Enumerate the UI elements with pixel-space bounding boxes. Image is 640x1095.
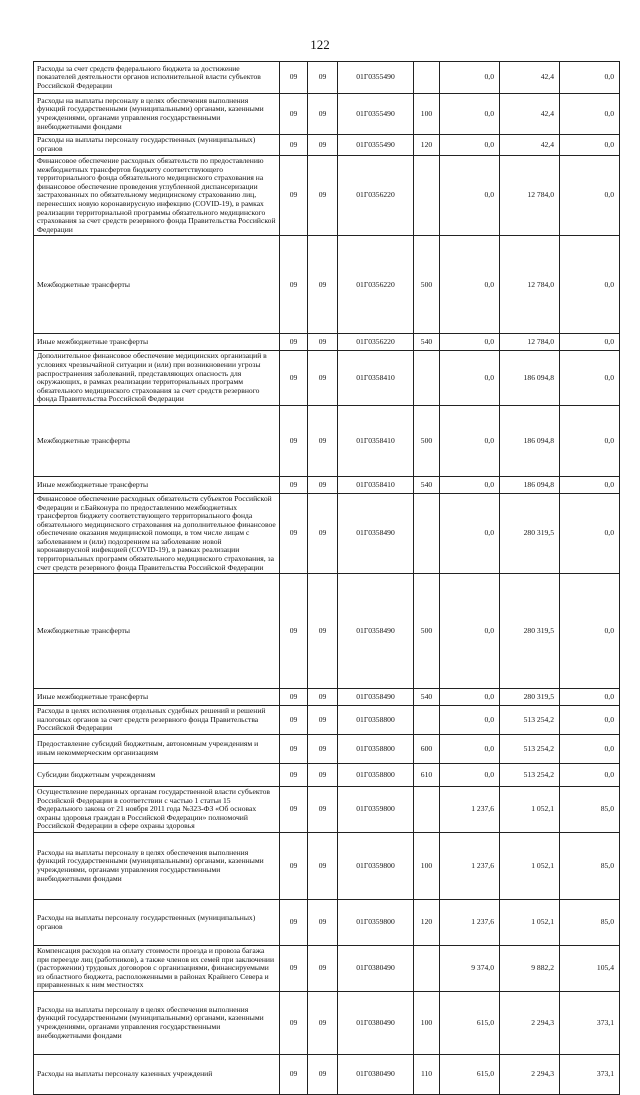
row-name: Иные межбюджетные трансферты [34,689,280,706]
amount-executed: 513 254,2 [500,735,560,764]
table-row [34,787,620,833]
row-name: Межбюджетные трансферты [34,405,280,476]
subsection-code: 09 [308,706,338,735]
expense-type-code [414,156,440,236]
amount-executed: 186 094,8 [500,476,560,493]
amount-executed: 1 052,1 [500,787,560,833]
row-name: Расходы за счет средств федерального бюджета за достижение показателей деятельности органов исполнительной власти субъектов Российской Федерации [34,62,280,94]
target-article-code: 01Г0358800 [338,735,414,764]
amount-executed: 1 052,1 [500,900,560,946]
subsection-code: 09 [308,735,338,764]
subsection-code: 09 [308,764,338,787]
table-row [34,574,620,689]
row-name: Иные межбюджетные трансферты [34,476,280,493]
subsection-code: 09 [308,476,338,493]
target-article-code: 01Г0359800 [338,833,414,900]
expense-type-code: 610 [414,764,440,787]
amount-planned: 1 237,6 [440,900,500,946]
amount-planned: 1 237,6 [440,787,500,833]
percent-executed: 85,0 [560,833,620,900]
expense-type-code: 500 [414,236,440,334]
subsection-code: 09 [308,405,338,476]
subsection-code: 09 [308,236,338,334]
percent-executed: 0,0 [560,493,620,573]
amount-planned: 0,0 [440,405,500,476]
expense-type-code [414,62,440,94]
subsection-code: 09 [308,900,338,946]
subsection-code: 09 [308,334,338,351]
row-name: Иные межбюджетные трансферты [34,334,280,351]
amount-executed: 280 319,5 [500,493,560,573]
percent-executed: 105,4 [560,946,620,992]
amount-planned: 0,0 [440,574,500,689]
amount-planned: 0,0 [440,764,500,787]
expense-type-code: 540 [414,689,440,706]
amount-planned: 9 374,0 [440,946,500,992]
amount-executed: 2 294,3 [500,1054,560,1094]
percent-executed: 0,0 [560,236,620,334]
target-article-code: 01Г0356220 [338,156,414,236]
amount-executed: 513 254,2 [500,706,560,735]
expense-type-code: 540 [414,476,440,493]
target-article-code: 01Г0359800 [338,900,414,946]
table-row [34,689,620,706]
section-code: 09 [280,405,308,476]
amount-planned: 615,0 [440,991,500,1054]
amount-executed: 280 319,5 [500,689,560,706]
amount-executed: 513 254,2 [500,764,560,787]
target-article-code: 01Г0355490 [338,62,414,94]
section-code: 09 [280,1054,308,1094]
expense-type-code: 540 [414,334,440,351]
table-row [34,764,620,787]
amount-planned: 0,0 [440,156,500,236]
table-row [34,236,620,334]
subsection-code: 09 [308,493,338,573]
section-code: 09 [280,351,308,406]
target-article-code: 01Г0355490 [338,135,414,156]
amount-planned: 0,0 [440,334,500,351]
subsection-code: 09 [308,833,338,900]
section-code: 09 [280,833,308,900]
section-code: 09 [280,476,308,493]
section-code: 09 [280,946,308,992]
row-name: Субсидии бюджетным учреждениям [34,764,280,787]
target-article-code: 01Г0358800 [338,764,414,787]
amount-planned: 0,0 [440,476,500,493]
table-row [34,62,620,94]
percent-executed: 0,0 [560,94,620,135]
subsection-code: 09 [308,94,338,135]
section-code: 09 [280,493,308,573]
expense-type-code: 100 [414,94,440,135]
table-row [34,351,620,406]
percent-executed: 373,1 [560,991,620,1054]
section-code: 09 [280,574,308,689]
expense-type-code [414,351,440,406]
amount-executed: 2 294,3 [500,991,560,1054]
target-article-code: 01Г0358490 [338,689,414,706]
subsection-code: 09 [308,1054,338,1094]
target-article-code: 01Г0358410 [338,476,414,493]
percent-executed: 0,0 [560,156,620,236]
amount-planned: 0,0 [440,62,500,94]
target-article-code: 01Г0380490 [338,1054,414,1094]
expense-type-code: 500 [414,574,440,689]
subsection-code: 09 [308,351,338,406]
row-name: Предоставление субсидий бюджетным, автономным учреждениям и иным некоммерческим организациям [34,735,280,764]
expense-type-code [414,706,440,735]
percent-executed: 85,0 [560,900,620,946]
expense-type-code: 100 [414,991,440,1054]
percent-executed: 0,0 [560,135,620,156]
subsection-code: 09 [308,574,338,689]
table-row [34,735,620,764]
row-name: Компенсация расходов на оплату стоимости проезда и провоза багажа при переезде лиц (работников), а также членов их семей при заключении (расторжении) трудовых договоров с организациями, финансируемыми из областного бюджета, расположенными в районах Крайнего Севера и приравненных к ним местностях [34,946,280,992]
percent-executed: 0,0 [560,62,620,94]
percent-executed: 0,0 [560,574,620,689]
percent-executed: 0,0 [560,334,620,351]
amount-planned: 0,0 [440,351,500,406]
target-article-code: 01Г0358410 [338,405,414,476]
expense-type-code [414,493,440,573]
target-article-code: 01Г0358410 [338,351,414,406]
amount-executed: 280 319,5 [500,574,560,689]
subsection-code: 09 [308,135,338,156]
row-name: Финансовое обеспечение расходных обязательств по предоставлению межбюджетных трансфертов бюджету соответствующего территориального фонда обязательного медицинского страхования на финансовое обеспечение проведения углубленной диспансеризации застрахованных по обязательному медицинскому страхованию лиц, перенесших новую коронавирусную инфекцию (COVID-19), в рамках реализации территориальной программы обязательного медицинского страхования за счет средств резервного фонда Правительства Российской Федерации [34,156,280,236]
amount-planned: 0,0 [440,135,500,156]
section-code: 09 [280,94,308,135]
table-row [34,476,620,493]
expense-type-code [414,787,440,833]
budget-table [33,61,620,1095]
expense-type-code [414,946,440,992]
subsection-code: 09 [308,689,338,706]
amount-planned: 0,0 [440,493,500,573]
row-name: Дополнительное финансовое обеспечение медицинских организаций в условиях чрезвычайной ситуации и (или) при возникновении угрозы распространения заболеваний, представляющих опасность для окружающих, в рамках реализации территориальных программ обязательного медицинского страхования за счет средств резервного фонда Правительства Российской Федерации [34,351,280,406]
section-code: 09 [280,62,308,94]
table-row [34,493,620,573]
target-article-code: 01Г0356220 [338,334,414,351]
subsection-code: 09 [308,156,338,236]
target-article-code: 01Г0358800 [338,706,414,735]
percent-executed: 0,0 [560,689,620,706]
amount-executed: 12 784,0 [500,236,560,334]
row-name: Расходы на выплаты персоналу государственных (муниципальных) органов [34,900,280,946]
section-code: 09 [280,991,308,1054]
target-article-code: 01Г0356220 [338,236,414,334]
subsection-code: 09 [308,991,338,1054]
section-code: 09 [280,735,308,764]
subsection-code: 09 [308,946,338,992]
table-row [34,900,620,946]
row-name: Осуществление переданных органам государственной власти субъектов Российской Федерации в соответствии с частью 1 статьи 15 Федерального закона от 21 ноября 2011 года №323-ФЗ «Об основах охраны здоровья граждан в Российской Федерации» полномочий Российской Федерации в сфере охраны здоровья [34,787,280,833]
amount-executed: 42,4 [500,94,560,135]
section-code: 09 [280,706,308,735]
table-row [34,1054,620,1094]
expense-type-code: 120 [414,900,440,946]
table-row [34,405,620,476]
row-name: Межбюджетные трансферты [34,236,280,334]
subsection-code: 09 [308,787,338,833]
table-row [34,135,620,156]
table-row [34,833,620,900]
target-article-code: 01Г0355490 [338,94,414,135]
amount-executed: 1 052,1 [500,833,560,900]
target-article-code: 01Г0380490 [338,946,414,992]
percent-executed: 85,0 [560,787,620,833]
amount-planned: 0,0 [440,689,500,706]
amount-planned: 0,0 [440,735,500,764]
table-row [34,946,620,992]
table-row [34,156,620,236]
percent-executed: 0,0 [560,476,620,493]
row-name: Межбюджетные трансферты [34,574,280,689]
target-article-code: 01Г0358490 [338,574,414,689]
table-row [34,706,620,735]
subsection-code: 09 [308,62,338,94]
row-name: Расходы на выплаты персоналу государственных (муниципальных) органов [34,135,280,156]
page-number: 122 [310,37,330,52]
amount-planned: 0,0 [440,94,500,135]
expense-type-code: 600 [414,735,440,764]
row-name: Расходы в целях исполнения отдельных судебных решений и решений налоговых органов за счет средств резервного фонда Правительства Российской Федерации [34,706,280,735]
amount-executed: 42,4 [500,62,560,94]
section-code: 09 [280,764,308,787]
percent-executed: 0,0 [560,405,620,476]
table-row [34,94,620,135]
section-code: 09 [280,156,308,236]
amount-executed: 42,4 [500,135,560,156]
table-row [34,991,620,1054]
section-code: 09 [280,236,308,334]
section-code: 09 [280,787,308,833]
expense-type-code: 500 [414,405,440,476]
section-code: 09 [280,135,308,156]
amount-planned: 1 237,6 [440,833,500,900]
amount-planned: 0,0 [440,236,500,334]
expense-type-code: 110 [414,1054,440,1094]
percent-executed: 373,1 [560,1054,620,1094]
amount-executed: 12 784,0 [500,156,560,236]
section-code: 09 [280,900,308,946]
row-name: Расходы на выплаты персоналу в целях обеспечения выполнения функций государственными (муниципальными) органами, казенными учреждениями, органами управления государственными внебюджетными фондами [34,991,280,1054]
target-article-code: 01Г0359800 [338,787,414,833]
table-row [34,334,620,351]
section-code: 09 [280,334,308,351]
row-name: Финансовое обеспечение расходных обязательств субъектов Российской Федерации и г.Байконура по предоставлению межбюджетных трансфертов бюджету соответствующего территориального фонда обязательного медицинского страхования на дополнительное финансовое обеспечение оказания медицинской помощи, в том числе лицам с заболеванием и (или) подозрением на заболевание новой коронавирусной инфекцией (COVID-19), в рамках реализации территориальных программ обязательного медицинского страхования, за счет средств резервного фонда Правительства Российской Федерации [34,493,280,573]
section-code: 09 [280,689,308,706]
amount-planned: 0,0 [440,706,500,735]
amount-executed: 186 094,8 [500,405,560,476]
amount-planned: 615,0 [440,1054,500,1094]
amount-executed: 186 094,8 [500,351,560,406]
percent-executed: 0,0 [560,351,620,406]
amount-executed: 9 882,2 [500,946,560,992]
amount-executed: 12 784,0 [500,334,560,351]
target-article-code: 01Г0380490 [338,991,414,1054]
percent-executed: 0,0 [560,735,620,764]
row-name: Расходы на выплаты персоналу в целях обеспечения выполнения функций государственными (муниципальными) органами, казенными учреждениями, органами управления государственными внебюджетными фондами [34,833,280,900]
row-name: Расходы на выплаты персоналу в целях обеспечения выполнения функций государственными (муниципальными) органами, казенными учреждениями, органами управления государственными внебюджетными фондами [34,94,280,135]
row-name: Расходы на выплаты персоналу казенных учреждений [34,1054,280,1094]
expense-type-code: 120 [414,135,440,156]
percent-executed: 0,0 [560,706,620,735]
percent-executed: 0,0 [560,764,620,787]
target-article-code: 01Г0358490 [338,493,414,573]
expense-type-code: 100 [414,833,440,900]
